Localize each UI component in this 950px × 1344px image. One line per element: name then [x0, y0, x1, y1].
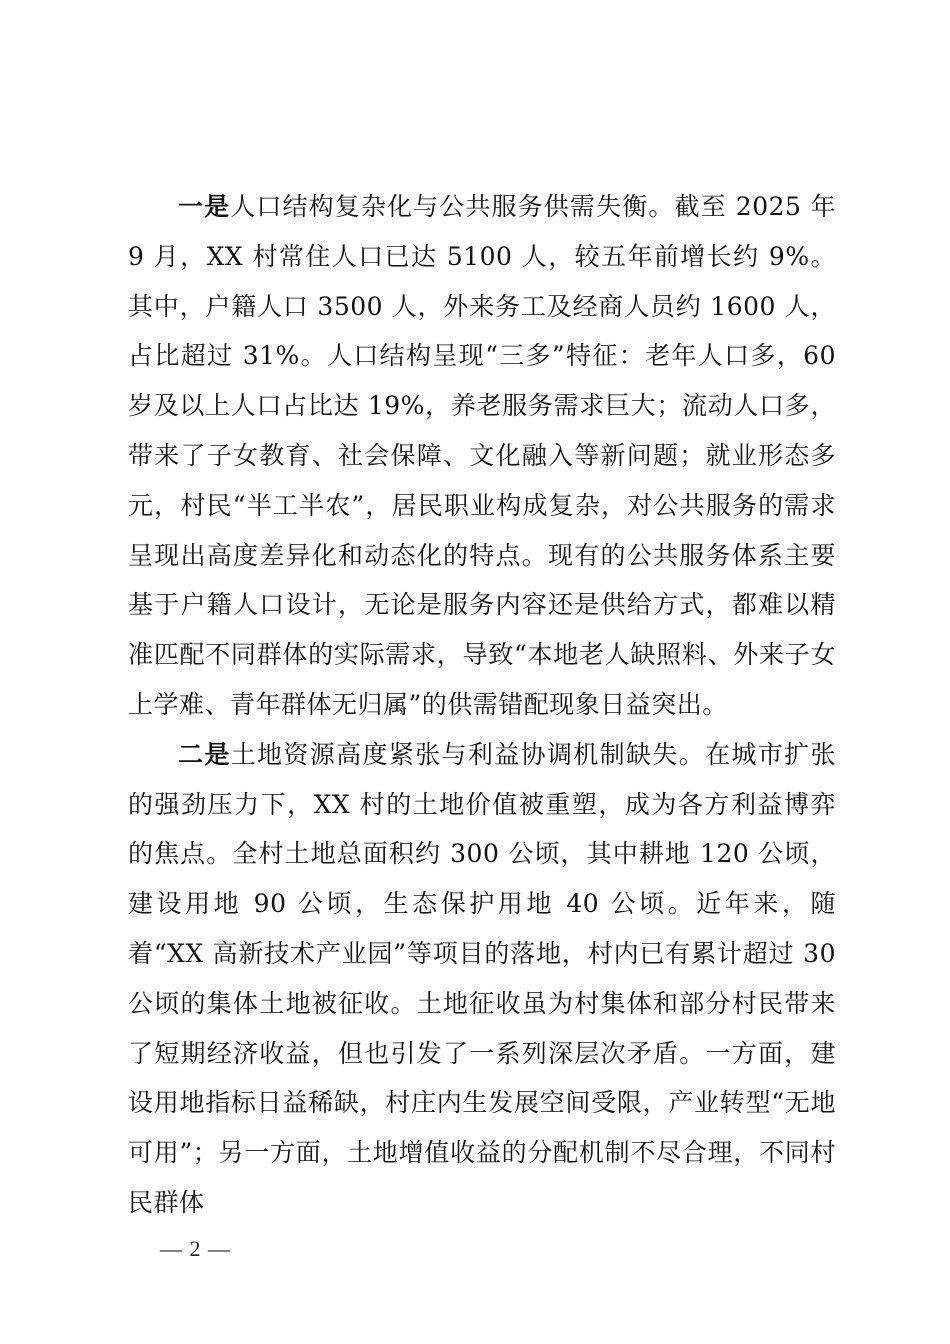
paragraph-2-text: 土地资源高度紧张与利益协调机制缺失。在城市扩张的强劲压力下，XX 村的土地价值被重塑，成为各方利益博弈的焦点。全村土地总面积约 300 公顷，其中耕地 120 公顷，建设用地 90 公顷，生态保护用地 40 公顷。近年来，随着“XX 高新技术产业园”等项目的落地，村内已有累计超过 30 公顷的集体土地被征收。土地征收虽为村集体和部分村民带来了短期经济收益，但也引发了一系列深层次矛盾。一方面，建设用地指标日益稀缺，村庄内生发展空间受限，产业转型“无地可用”；另一方面，土地增值收益的分配机制不尽合理，不同村民群体 [128, 739, 836, 1217]
paragraph-1-text: 人口结构复杂化与公共服务供需失衡。截至 2025 年 9 月，XX 村常住人口已达 5100 人，较五年前增长约 9%。其中，户籍人口 3500 人，外来务工及经商人员约 1600 人，占比超过 31%。人口结构呈现“三多”特征：老年人口多，60 岁及以上人口占比达 19%，养老服务需求巨大；流动人口多，带来了子女教育、社会保障、文化融入等新问题；就业形态多元，村民“半工半农”，居民职业构成复杂，对公共服务的需求呈现出高度差异化和动态化的特点。现有的公共服务体系主要基于户籍人口设计，无论是服务内容还是供给方式，都难以精准匹配不同群体的实际需求，导致“本地老人缺照料、外来子女上学难、青年群体无归属”的供需错配现象日益突出。 [128, 192, 836, 719]
paragraph-1 [128, 182, 836, 730]
paragraph-2-lead: 二是 [178, 739, 231, 769]
document-body [128, 182, 836, 1228]
page-number: — 2 — [160, 1236, 231, 1261]
paragraph-1-lead: 一是 [178, 192, 231, 221]
paragraph-2 [128, 730, 836, 1228]
